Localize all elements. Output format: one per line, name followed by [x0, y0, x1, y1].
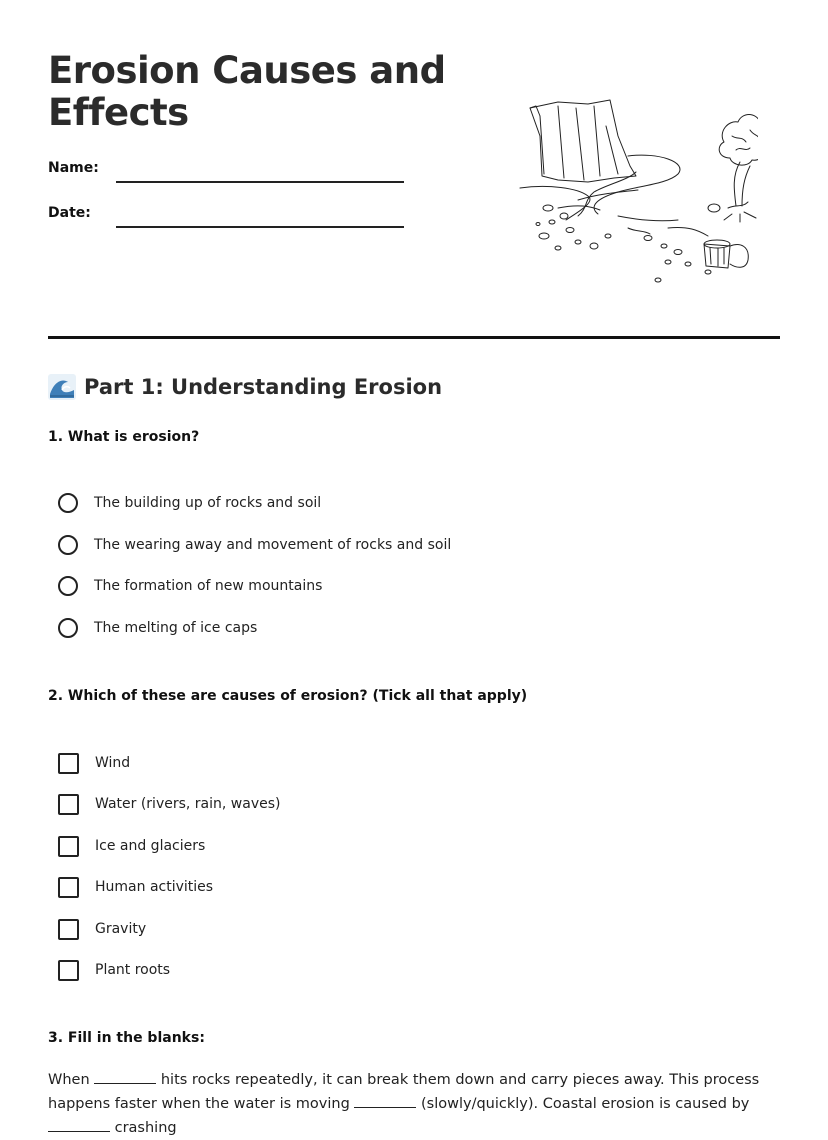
checkbox[interactable] [58, 960, 79, 981]
part-1-heading [48, 374, 442, 400]
page-title: Erosion Causes and Effects [48, 49, 446, 134]
q1-option[interactable] [58, 616, 257, 640]
date-blank-line [116, 226, 404, 228]
name-label: Name: [48, 160, 99, 176]
part-1-title: Part 1: Understanding Erosion [84, 375, 443, 399]
q2-option-label: Plant roots [95, 962, 171, 978]
q2-option[interactable] [58, 917, 146, 941]
blank-input[interactable] [354, 1093, 416, 1108]
q2-option[interactable] [58, 875, 213, 899]
blank-input[interactable] [94, 1069, 156, 1084]
q2-option[interactable] [58, 751, 130, 775]
q2-option-label: Gravity [95, 921, 147, 937]
question-2-title: 2. Which of these are causes of erosion? (Tick all that apply) [48, 688, 528, 704]
q1-option-label: The wearing away and movement of rocks and soil [94, 537, 452, 553]
checkbox[interactable] [58, 836, 79, 857]
q1-option-label: The building up of rocks and soil [94, 495, 322, 511]
cliff-river-tree-illustration [518, 96, 758, 288]
paragraph-text: hits rocks repeatedly, it can break them down and carry pieces away. This process happens faster when the water is moving [48, 1072, 760, 1112]
q2-option-label: Water (rivers, rain, waves) [95, 796, 281, 812]
q1-option[interactable] [58, 533, 451, 557]
q1-option[interactable] [58, 574, 322, 598]
q2-option[interactable] [58, 958, 170, 982]
paragraph-text: (slowly/quickly). Coastal erosion is caused by [421, 1096, 750, 1112]
wave-icon [48, 374, 76, 400]
date-label: Date: [48, 205, 91, 221]
question-3-title: 3. Fill in the blanks: [48, 1030, 205, 1046]
radio-button[interactable] [58, 576, 78, 596]
name-field [48, 160, 408, 184]
paragraph-text: crashing [114, 1120, 177, 1136]
name-blank-line [116, 181, 404, 183]
checkbox[interactable] [58, 794, 79, 815]
checkbox[interactable] [58, 877, 79, 898]
checkbox[interactable] [58, 919, 79, 940]
q2-option-label: Ice and glaciers [95, 838, 206, 854]
section-divider [48, 336, 780, 339]
q1-option-label: The formation of new mountains [94, 578, 323, 594]
q2-option-label: Human activities [95, 879, 214, 895]
radio-button[interactable] [58, 618, 78, 638]
fill-in-paragraph [48, 1068, 780, 1140]
q2-option[interactable] [58, 834, 205, 858]
q2-option-label: Wind [95, 755, 131, 771]
worksheet-page [48, 0, 780, 1136]
q1-option[interactable] [58, 491, 321, 515]
blank-input[interactable] [48, 1117, 110, 1132]
q2-option[interactable] [58, 792, 280, 816]
date-field [48, 205, 408, 229]
checkbox[interactable] [58, 753, 79, 774]
paragraph-text: When [48, 1072, 90, 1088]
q1-option-label: The melting of ice caps [94, 620, 258, 636]
radio-button[interactable] [58, 493, 78, 513]
question-1-title: 1. What is erosion? [48, 429, 200, 445]
radio-button[interactable] [58, 535, 78, 555]
